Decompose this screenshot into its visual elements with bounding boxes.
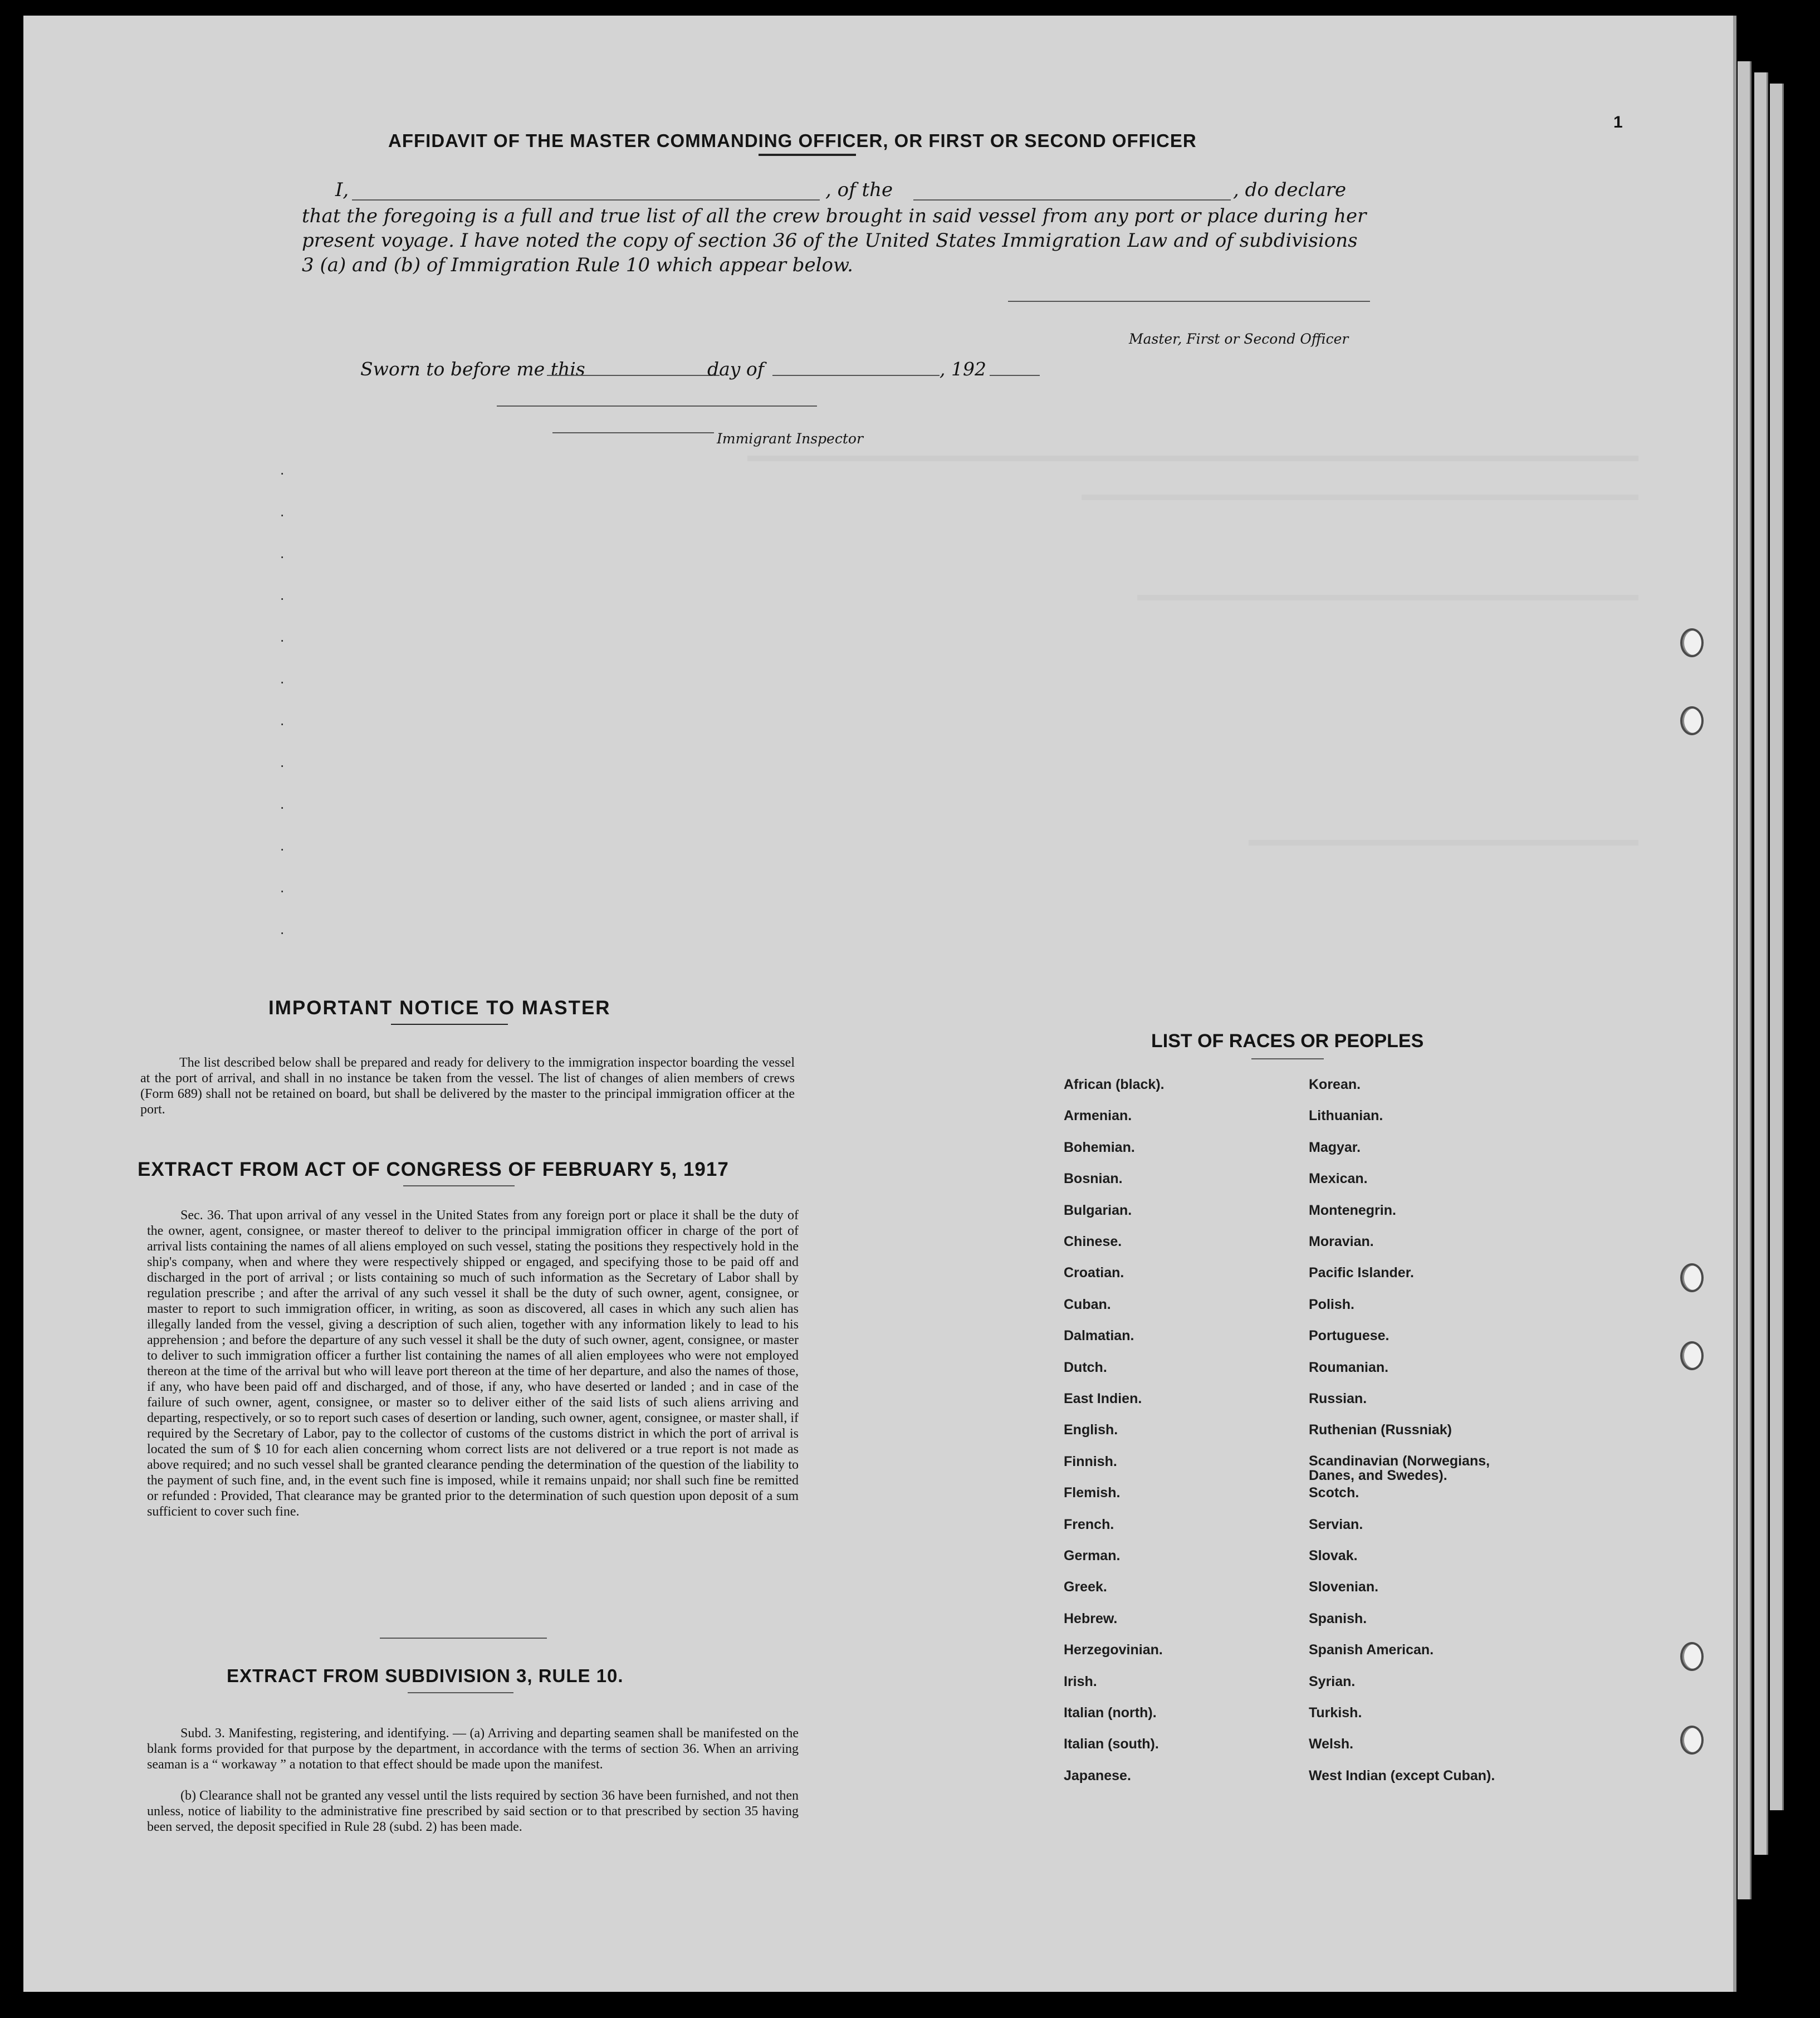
rule-underline (408, 1692, 513, 1693)
left-race-item: Dutch. (1064, 1359, 1107, 1375)
vessel-name-field (913, 199, 1231, 201)
row-marker: · (280, 548, 285, 565)
notice-underline (391, 1024, 508, 1025)
right-race-item: Korean. (1309, 1077, 1361, 1092)
races-underline (1251, 1058, 1324, 1059)
left-race-item: Flemish. (1064, 1485, 1121, 1501)
left-race-item: Herzegovinian. (1064, 1642, 1163, 1658)
master-signature-line (1008, 301, 1370, 302)
underlying-page-edge (1770, 84, 1784, 1810)
year-prefix: , 192 (940, 358, 986, 380)
row-marker: · (280, 506, 285, 523)
right-race-item: Spanish. (1309, 1610, 1367, 1626)
left-race-item: Bosnian. (1064, 1171, 1123, 1187)
right-race-item: Slovenian. (1309, 1579, 1379, 1595)
left-race-item: Greek. (1064, 1579, 1107, 1595)
left-race-item: Dalmatian. (1064, 1328, 1134, 1344)
left-race-item: French. (1064, 1516, 1114, 1532)
binder-hole (1680, 706, 1704, 735)
left-race-item: Japanese. (1064, 1767, 1131, 1784)
left-race-item: English. (1064, 1422, 1118, 1438)
page-number: 1 (1613, 113, 1623, 131)
i-label: I, (335, 179, 349, 201)
row-marker: · (280, 631, 285, 648)
right-race-item: Welsh. (1309, 1736, 1354, 1752)
underlying-page-edge (1754, 72, 1768, 1855)
left-race-item: Cuban. (1064, 1296, 1111, 1312)
left-race-item: Armenian. (1064, 1108, 1132, 1124)
left-race-item: Croatian. (1064, 1265, 1124, 1281)
act-heading: EXTRACT FROM ACT OF CONGRESS OF FEBRUARY 5, 1917 (138, 1159, 729, 1180)
row-marker: · (280, 798, 285, 815)
sworn-day-field (547, 375, 720, 376)
row-marker: · (280, 882, 285, 899)
bleed-through-text (1249, 840, 1638, 846)
affidavit-heading: AFFIDAVIT OF THE MASTER COMMANDING OFFICER, OR FIRST OR SECOND OFFICER (388, 130, 1197, 151)
left-race-item: Irish. (1064, 1673, 1097, 1689)
right-race-item: Roumanian. (1309, 1359, 1389, 1375)
row-marker: · (280, 756, 285, 774)
left-race-item: Bohemian. (1064, 1139, 1135, 1155)
right-race-item: Lithuanian. (1309, 1108, 1383, 1124)
row-marker: · (280, 715, 285, 732)
inspector-signature-line (497, 405, 817, 407)
sworn-label: Sworn to before me this (360, 358, 585, 380)
right-race-item: Slovak. (1309, 1548, 1358, 1563)
of-the-label: , of the (825, 179, 893, 201)
right-race-item: Russian. (1309, 1391, 1367, 1406)
left-race-item: Hebrew. (1064, 1610, 1118, 1626)
bleed-through-text (1082, 495, 1638, 500)
declaration-text: that the foregoing is a full and true list of all the crew brought in said vessel from any port or place during her present voyage. I have noted the copy of section 36 of the United States Immigration Law and of subdivisions 3 (a) and (b) of Immigration Rule 10 which appear below. (302, 205, 1367, 276)
left-race-item: African (black). (1064, 1077, 1165, 1092)
underlying-page-edge (1738, 61, 1751, 1899)
left-race-item: East Indien. (1064, 1391, 1142, 1406)
section-36-text: Sec. 36. That upon arrival of any vessel in the United States from any foreign port or place it shall be the duty of the owner, agent, consignee, or master thereof to deliver to the principal immigration officer in charge of the port of arrival lists containing the names of all aliens employed on such vessel, stating the positions they respectively hold in the ship's company, when and where they were respectively shipped or engaged, and specifying those to be paid off and discharged in the port of arrival ; or lists containing so much of such information as the Secretary of Labor shall by regulation prescribe ; and after the arrival of any such vessel it shall be the duty of such owner, agent, consignee, or master to report to such immigration officer, in writing, as soon as discovered, all cases in which any such alien has illegally landed from the vessel, giving a description of such alien, together with any information likely to lead to his apprehension ; and before the departure of any such vessel it shall be the duty of such owner, agent, consignee, or master to deliver to such immigration officer a further list containing the names of all alien employees who were not employed thereon at the time of the arrival but who will leave port thereon at the time of her departure, and also the names of those, if any, who have been paid off and discharged, and of those, if any, who have deserted or landed ; and in case of the failure of such owner, agent, consignee, or master so to deliver either of the said lists of such aliens arriving and departing, respectively, or so to report such cases of desertion or landing, such owner, agent, consignee, or master shall, if required by the Secretary of Labor, pay to the collector of customs of the customs district in which the port of arrival is located the sum of $ 10 for each alien concerning whom correct lists are not delivered or a true report is not made as above required; and no such vessel shall be granted clearance pending the determination of the question of the liability to the payment of such fine, and, in the event such fine is imposed, while it remains unpaid; nor shall such fine be remitted or refunded : Provided, That clearance may be granted prior to the determination of such question upon deposit of a sum sufficient to cover such fine. (147, 1208, 799, 1519)
races-heading: LIST OF RACES OR PEOPLES (1151, 1030, 1424, 1052)
declarant-line (335, 179, 349, 201)
notice-text: The list described below shall be prepared and ready for delivery to the immigration inspector boarding the vessel at the port of arrival, and shall in no instance be taken from the vessel. The list of changes of alien members of crews (Form 689) shall not be retained on board, but shall be delivered by the master to the principal immigration officer at the port. (140, 1056, 795, 1117)
right-race-item: Polish. (1309, 1296, 1354, 1312)
declarant-name-field (352, 199, 820, 201)
right-race-item: Ruthenian (Russniak) (1309, 1422, 1452, 1438)
row-marker: · (280, 924, 285, 941)
right-race-item: Spanish American. (1309, 1642, 1434, 1658)
left-race-item: Chinese. (1064, 1234, 1122, 1249)
right-race-item: Scandinavian (Norwegians, Danes, and Swedes). (1309, 1453, 1490, 1483)
left-race-item: German. (1064, 1548, 1121, 1563)
binder-hole (1680, 1642, 1704, 1671)
notice-heading: IMPORTANT NOTICE TO MASTER (268, 997, 611, 1019)
day-of-label: day of (707, 358, 765, 380)
left-race-item: Italian (north). (1064, 1705, 1157, 1721)
rule-divider (380, 1638, 547, 1639)
sworn-year-field (990, 375, 1040, 376)
heading-underline (759, 154, 856, 156)
left-race-item: Italian (south). (1064, 1736, 1159, 1752)
inspector-title: Immigrant Inspector (717, 431, 863, 447)
manifest-page (23, 16, 1736, 1992)
right-race-item: West Indian (except Cuban). (1309, 1767, 1495, 1784)
sworn-month-field (772, 375, 940, 376)
right-race-item: Servian. (1309, 1516, 1363, 1532)
right-race-item: Scotch. (1309, 1485, 1359, 1501)
rule-heading: EXTRACT FROM SUBDIVISION 3, RULE 10. (227, 1665, 624, 1686)
binder-hole (1680, 1341, 1704, 1370)
binder-hole (1680, 1726, 1704, 1755)
right-race-item: Mexican. (1309, 1171, 1368, 1187)
binder-hole (1680, 628, 1704, 657)
right-race-item: Montenegrin. (1309, 1202, 1396, 1218)
right-race-item: Portuguese. (1309, 1328, 1390, 1344)
right-race-item: Moravian. (1309, 1234, 1374, 1249)
row-marker: · (280, 673, 285, 690)
bleed-through-text (1137, 595, 1638, 600)
bleed-through-text (747, 456, 1638, 461)
row-marker: · (280, 589, 285, 607)
subdivision-3a-text: Subd. 3. Manifesting, registering, and identifying. — (a) Arriving and departing seamen shall be manifested on the blank forms provided for that purpose by the department, in accordance with the terms of section 36. When an arriving seaman is a “ workaway ” a notation to that effect should be made upon the manifest. (147, 1726, 799, 1772)
do-declare-label: , do declare (1233, 179, 1347, 201)
row-marker: · (280, 464, 285, 481)
signature-title: Master, First or Second Officer (1129, 331, 1349, 347)
right-race-item: Syrian. (1309, 1673, 1356, 1689)
left-race-item: Finnish. (1064, 1453, 1117, 1469)
right-race-item: Turkish. (1309, 1705, 1362, 1721)
left-race-item: Bulgarian. (1064, 1202, 1132, 1218)
binder-hole (1680, 1263, 1704, 1292)
row-marker: · (280, 840, 285, 857)
right-race-item: Magyar. (1309, 1139, 1361, 1155)
inspector-signature-line (552, 432, 714, 433)
right-race-item: Pacific Islander. (1309, 1265, 1414, 1281)
subdivision-3b-text: (b) Clearance shall not be granted any vessel until the lists required by section 36 have been furnished, and not then unless, notice of liability to the administrative fine prescribed by said section or to that prescribed by section 35 having been served, the deposit specified in Rule 28 (subd. 2) has been made. (147, 1789, 799, 1834)
act-underline (403, 1185, 515, 1186)
